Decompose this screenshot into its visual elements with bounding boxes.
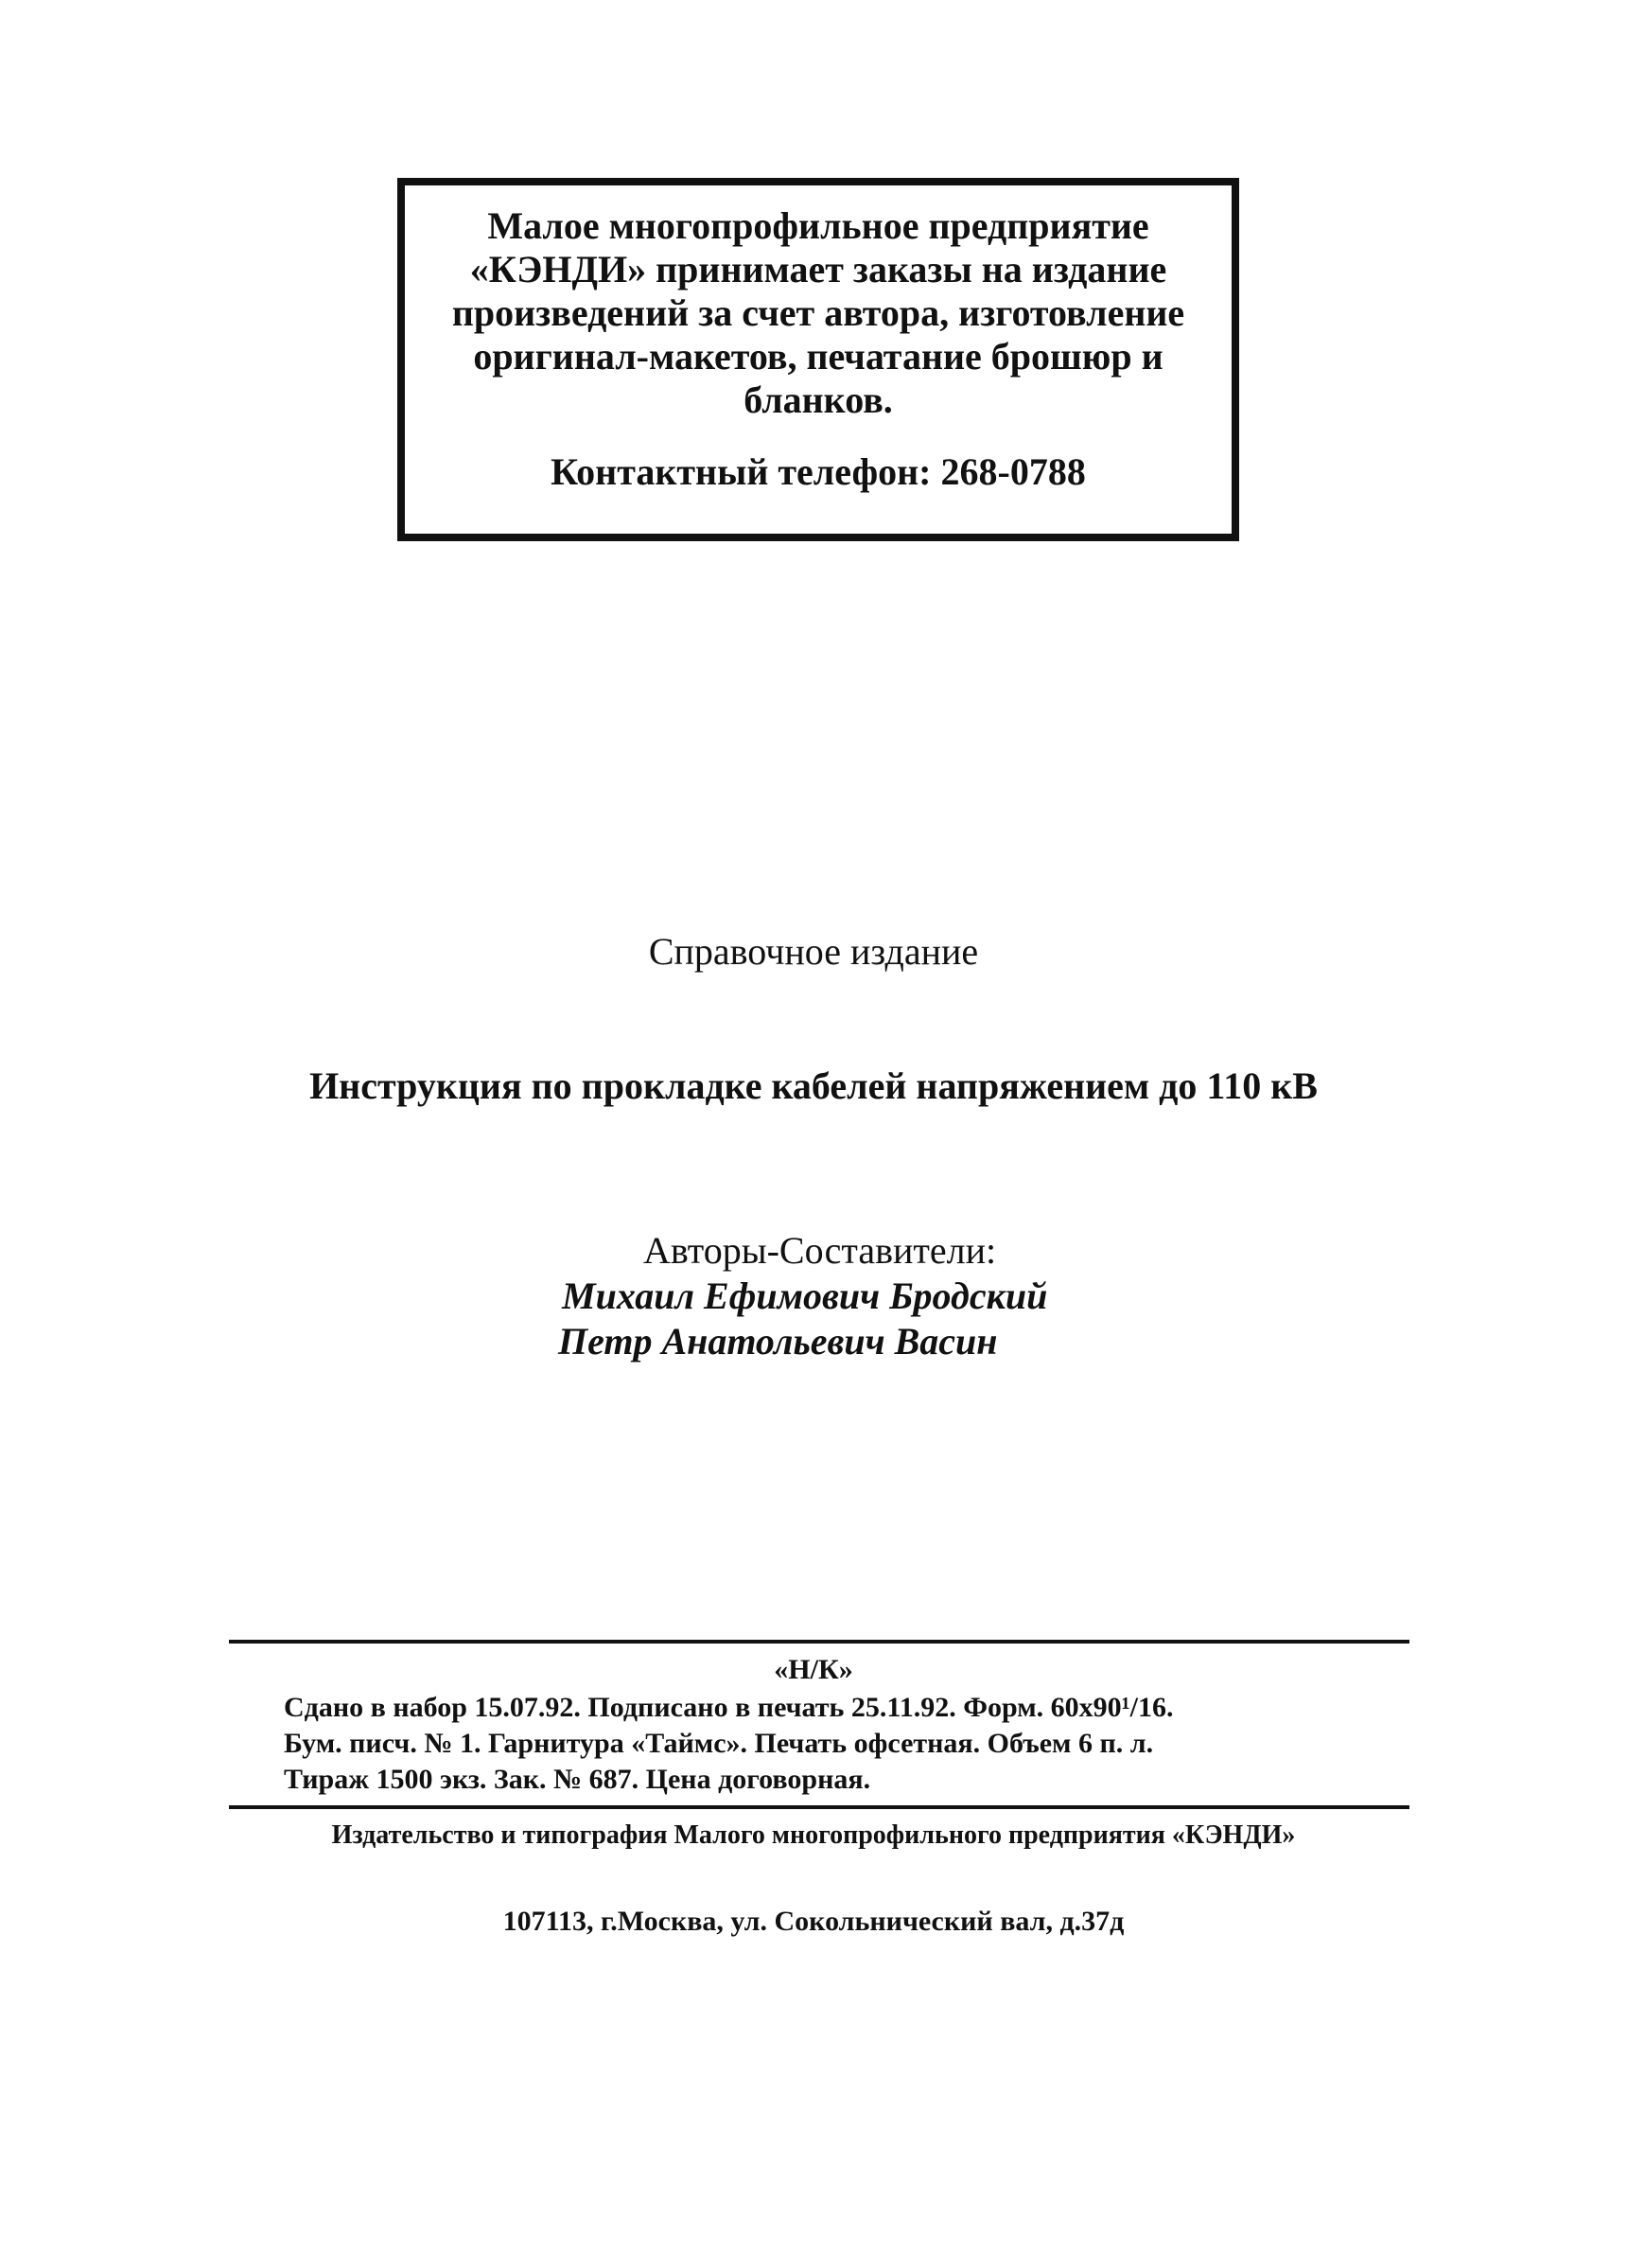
authors-block xyxy=(558,1228,1220,1364)
contact-phone: Контактный телефон: 268-0788 xyxy=(551,450,1086,493)
imprint-line: Тираж 1500 экз. Зак. № 687. Цена договорная. xyxy=(284,1764,871,1795)
divider-bottom xyxy=(229,1805,1409,1809)
advertisement-text: Малое многопрофильное предприятие «КЭНДИ» принимает заказы на издание произведений за счет автора, изготовление оригинал-макетов, печатание брошюр и бланков. xyxy=(451,204,1185,421)
imprint-mark: «Н/К» xyxy=(774,1654,853,1685)
imprint-line: Бум. писч. № 1. Гарнитура «Таймс». Печать офсетная. Объем 6 п. л. xyxy=(284,1728,1154,1759)
advertisement-box xyxy=(397,178,1239,541)
publisher-line: Издательство и типография Малого многопрофильного предприятия «КЭНДИ» xyxy=(331,1820,1296,1850)
edition-type: Справочное издание xyxy=(648,930,979,973)
publisher-address: 107113, г.Москва, ул. Сокольнический вал, д.37д xyxy=(502,1906,1125,1937)
authors-label: Авторы-Составители: xyxy=(643,1229,997,1272)
book-title: Инструкция по прокладке кабелей напряжением до 110 кВ xyxy=(309,1064,1318,1107)
divider-top xyxy=(229,1640,1409,1644)
author-name: Петр Анатольевич Васин xyxy=(558,1320,998,1363)
imprint-line: Сдано в набор 15.07.92. Подписано в печать 25.11.92. Форм. 60х90¹/16. xyxy=(284,1692,1174,1723)
imprint-details xyxy=(284,1690,1372,1798)
author-name: Михаил Ефимович Бродский xyxy=(562,1275,1048,1317)
